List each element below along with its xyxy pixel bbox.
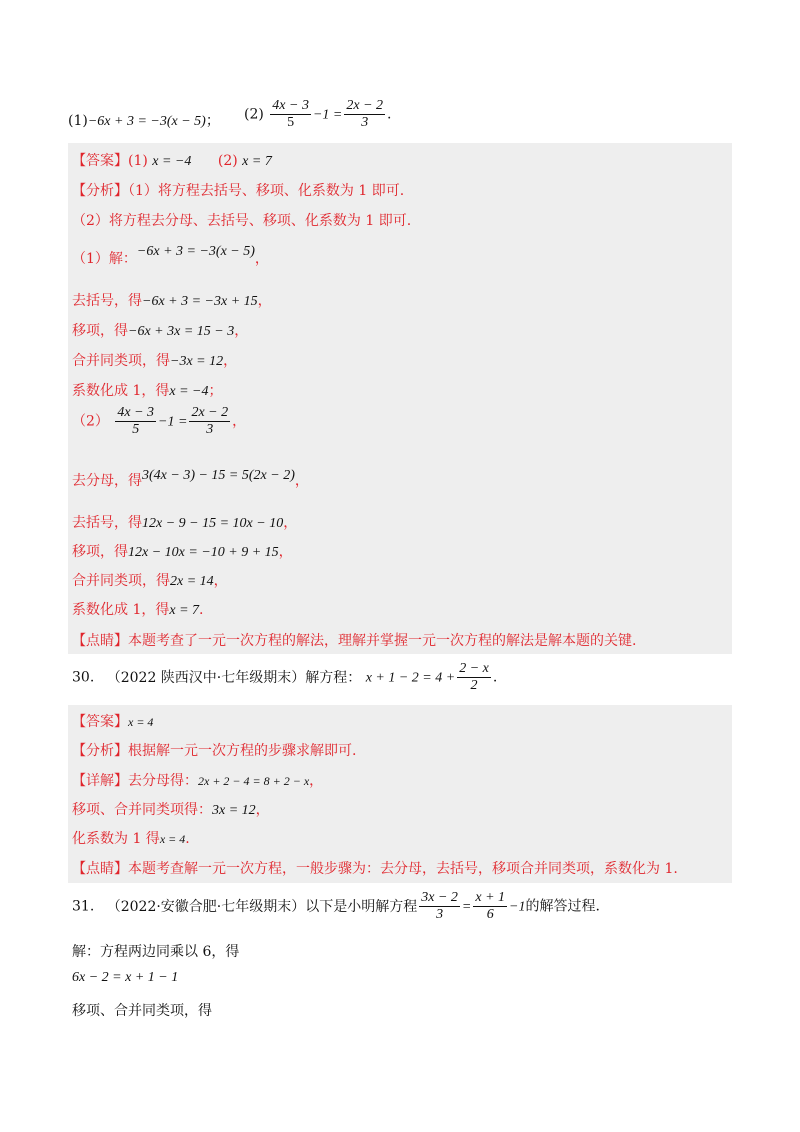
- step-equation: −6x + 3x = 15 − 3: [128, 324, 235, 339]
- ans29-a2-label: (2): [217, 153, 238, 169]
- q31-equals: =: [461, 899, 472, 915]
- comment-tag: 【点睛】: [72, 861, 128, 877]
- ans29-sol2-header: [72, 405, 246, 438]
- step-text: 合并同类项，得: [72, 573, 170, 589]
- q30-fraction: $\frac{2 - x}{2}$: [459, 661, 489, 693]
- q30-source: （2022 陕西汉中·七年级期末）解方程：: [106, 669, 362, 686]
- step-end: ，: [255, 802, 270, 818]
- step-equation: 2x + 2 − 4 = 8 + 2 − x: [198, 774, 310, 788]
- answer-tag: 【答案】: [72, 153, 128, 169]
- step-text: 移项、合并同类项得：: [72, 802, 212, 818]
- ans30-analysis-text: 根据解一元一次方程的步骤求解即可.: [128, 743, 357, 759]
- ans29-comment-text: 本题考查了一元一次方程的解法，理解并掌握一元一次方程的解法是解本题的关键.: [128, 633, 637, 649]
- step-end: ；: [208, 383, 223, 399]
- ans30-answer-value: x = 4: [128, 715, 154, 729]
- step-end: ，: [294, 473, 309, 489]
- q29-part2-fraction-2: $\frac{2x - 2}{3}$: [346, 98, 384, 130]
- step-equation: 12x − 9 − 15 = 10x − 10: [142, 516, 284, 531]
- ans29-s2-step-5: [72, 599, 203, 619]
- ans29-analysis-1: [72, 180, 404, 200]
- q29-part2-middle: −1 =: [312, 107, 343, 123]
- ans29-sol2-middle: −1 =: [158, 414, 188, 430]
- step-end: .: [199, 602, 204, 618]
- ans29-a2-value: x = 7: [242, 154, 272, 169]
- q29-part2-fraction-1: $\frac{4x - 3}{5}$: [272, 98, 309, 130]
- ans29-sol1-label: （1）解：: [72, 251, 137, 267]
- q29-part1-equation: −6x + 3 = −3(x − 5): [87, 114, 206, 129]
- ans29-sol2-fraction-1: $\frac{4x - 3}{5}$: [117, 405, 155, 437]
- q29-part2-end: .: [387, 106, 392, 123]
- q31-after-text: 的解答过程.: [525, 898, 600, 915]
- ans30-comment: [72, 858, 678, 878]
- ans29-s1-step-1: [72, 290, 272, 310]
- step-end: ，: [257, 293, 272, 309]
- step-text: 去分母得：: [128, 773, 198, 789]
- step-text: 去括号，得: [72, 293, 142, 309]
- ans29-analysis-2: （2）将方程去分母、去括号、移项、化系数为 1 即可.: [72, 213, 412, 229]
- ans29-sol1-end: ，: [254, 251, 269, 267]
- step-end: ，: [234, 323, 249, 339]
- q30-number: 30.: [72, 669, 95, 686]
- ans29-s1-step-4: [72, 380, 222, 400]
- step-text: 去分母，得: [72, 473, 142, 489]
- answer-box-30: [68, 705, 732, 883]
- ans29-s2-step-2: [72, 512, 297, 532]
- step-equation: x = −4: [169, 384, 209, 399]
- ans29-sol1-equation: −6x + 3 = −3(x − 5): [136, 244, 255, 259]
- ans29-s1-step-3: [72, 350, 237, 370]
- step-equation: 2x = 14: [170, 574, 214, 589]
- ans29-sol2-label: （2）: [72, 413, 109, 430]
- q31-source: （2022·安徽合肥·七年级期末）以下是小明解方程: [106, 898, 418, 915]
- step-equation: 3x = 12: [212, 803, 256, 818]
- comment-tag: 【点睛】: [72, 633, 128, 649]
- step-equation: x = 4: [159, 832, 186, 846]
- q29-part1-label: (1): [68, 113, 88, 129]
- q31-equation-tail: −1: [509, 899, 526, 915]
- step-text: 系数化成 1，得: [72, 602, 170, 618]
- q31-line-2: 6x − 2 = x + 1 − 1: [72, 970, 179, 985]
- ans30-detail-1: [72, 770, 323, 790]
- ans29-analysis-text-1: （1）将方程去括号、移项、化系数为 1 即可.: [128, 183, 405, 199]
- detail-tag: 【详解】: [72, 773, 128, 789]
- step-end: ，: [283, 515, 298, 531]
- ans29-sol1-header: [72, 244, 269, 268]
- ans30-detail-3: [72, 828, 190, 848]
- ans29-a1-value: x = −4: [152, 154, 192, 169]
- q29-part2: [244, 98, 392, 131]
- ans30-answer: [72, 711, 153, 731]
- step-equation: x = 7: [169, 603, 200, 618]
- analysis-tag: 【分析】: [72, 183, 128, 199]
- step-text: 移项，得: [72, 544, 128, 560]
- q30-equation-left: x + 1 − 2 = 4 +: [365, 670, 456, 686]
- step-text: 移项，得: [72, 323, 128, 339]
- q30-question: [72, 661, 497, 694]
- q31-question: [72, 890, 600, 923]
- step-text: 合并同类项，得: [72, 353, 170, 369]
- q29-part1: [68, 110, 220, 130]
- ans30-comment-text: 本题考查解一元一次方程，一般步骤为：去分母，去括号，移项合并同类项，系数化为 1.: [128, 861, 678, 877]
- q31-number: 31.: [72, 898, 95, 915]
- ans30-detail-2: [72, 799, 270, 819]
- ans29-sol2-end: ，: [232, 413, 247, 430]
- step-equation: 12x − 10x = −10 + 9 + 15: [128, 545, 279, 560]
- q31-fraction-1: $\frac{3x - 2}{3}$: [421, 890, 458, 922]
- q31-fraction-2: $\frac{x + 1}{6}$: [475, 890, 506, 922]
- step-end: ，: [309, 773, 324, 789]
- ans29-s2-step-4: [72, 570, 228, 590]
- step-end: .: [185, 831, 190, 847]
- step-end: ，: [278, 544, 293, 560]
- step-equation: 3(4x − 3) − 15 = 5(2x − 2): [142, 468, 295, 483]
- step-end: ，: [223, 353, 238, 369]
- ans29-answer-line: [72, 150, 272, 170]
- step-text: 去括号，得: [72, 515, 142, 531]
- q31-line-1: 解：方程两边同乘以 6，得: [72, 944, 240, 960]
- ans29-s2-step-1: [72, 470, 309, 490]
- step-text: 化系数为 1 得: [72, 831, 160, 847]
- ans29-a1-label: (1): [128, 153, 148, 169]
- answer-tag: 【答案】: [72, 714, 128, 730]
- ans29-s1-step-2: [72, 320, 248, 340]
- ans29-sol2-fraction-2: $\frac{2x - 2}{3}$: [191, 405, 229, 437]
- step-equation: −6x + 3 = −3x + 15: [142, 294, 258, 309]
- ans30-analysis: [72, 740, 356, 760]
- step-text: 系数化成 1，得: [72, 383, 170, 399]
- ans29-s2-step-3: [72, 541, 293, 561]
- analysis-tag: 【分析】: [72, 743, 128, 759]
- q31-line-3: 移项、合并同类项，得: [72, 1003, 212, 1019]
- step-equation: −3x = 12: [170, 354, 224, 369]
- q29-part2-label: (2): [244, 106, 264, 123]
- q29-part1-separator: ；: [205, 113, 220, 129]
- step-end: ，: [213, 573, 228, 589]
- ans29-comment: [72, 630, 636, 650]
- q30-end: .: [492, 669, 498, 686]
